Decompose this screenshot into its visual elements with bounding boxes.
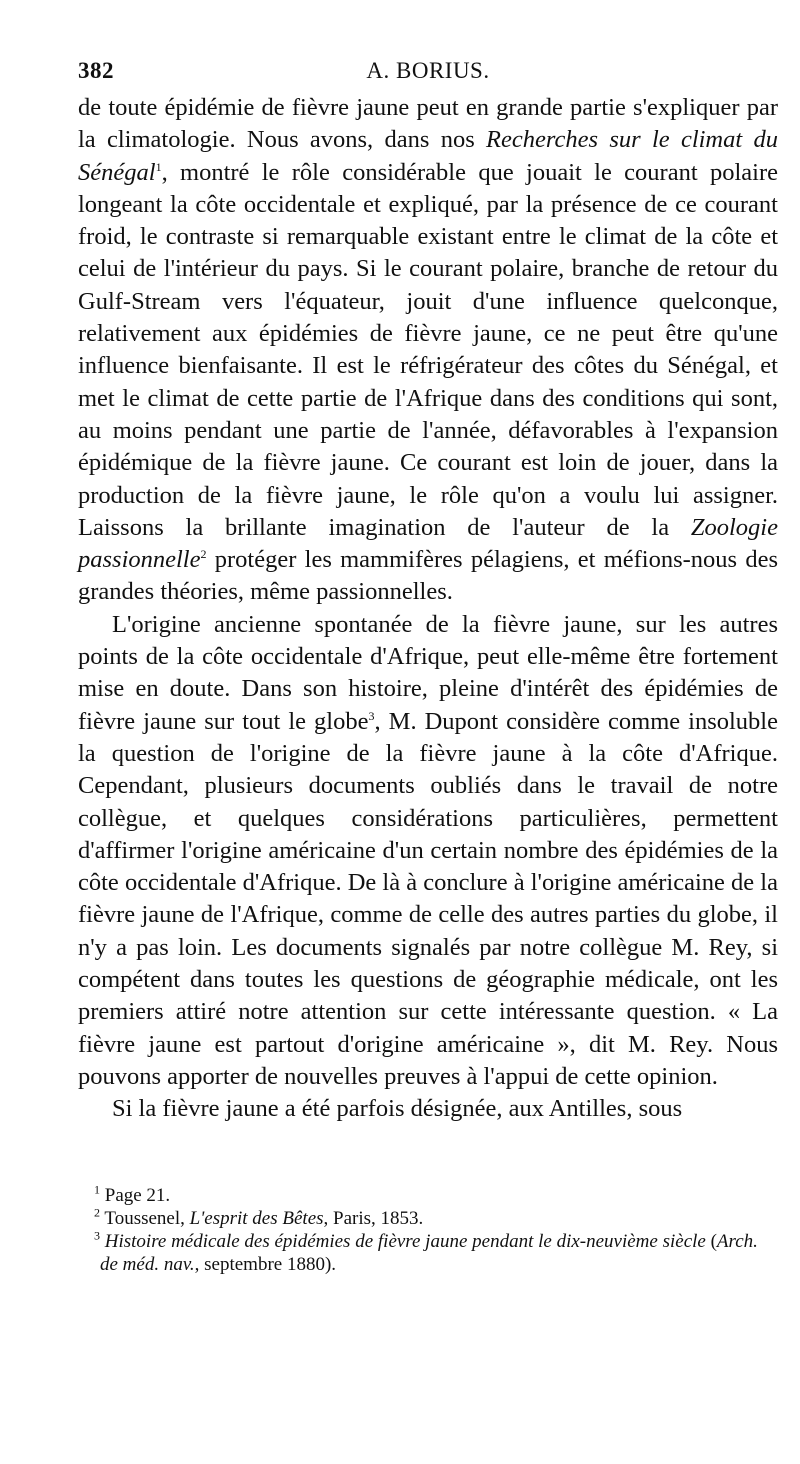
- footnote-text: (: [705, 1230, 717, 1252]
- running-header: [78, 52, 778, 92]
- footnote: [78, 1230, 778, 1276]
- body-text: [78, 92, 778, 1126]
- paragraph: [78, 92, 778, 609]
- journal-title: Arch. de méd. nav.: [100, 1230, 758, 1275]
- book-title: Histoire médicale des épidémies de fièvre jaune pendant le dix-neuvième siècle: [104, 1230, 706, 1252]
- text-run: de toute épidémie de fièvre jaune peut en grande partie s'expliquer par la climatologie. Nous avons, dans nos: [78, 94, 778, 154]
- text-run: , montré le rôle considérable que jouait le courant polaire longeant la côte occidentale et expliqué, par la présence de ce courant froid, le contraste si remarquable existant entre le climat de la côte et celui de l'intérieur du pays. Si le courant polaire, branche de retour du Gulf-Stream vers l'équateur, jouit d'une influence quelconque, relativement aux épidémies de fièvre jaune, ce ne peut être qu'une influence bienfaisante. Il est le réfrigérateur des côtes du Sénégal, et met le climat de cette partie de l'Afrique dans des conditions qui sont, au moins pendant une partie de l'année, défavorables à l'expansion épidémique de la fièvre jaune. Ce courant est loin de jouer, dans la production de la fièvre jaune, le rôle qu'on a voulu lui assigner. Laissons la brillante imagination de l'auteur de la: [78, 158, 778, 541]
- paragraph: [78, 1093, 778, 1125]
- footnote: [78, 1184, 778, 1207]
- footnote-reference: 1: [155, 159, 162, 174]
- footnote-mark: 1: [94, 1182, 100, 1197]
- text-run: , M. Dupont considère comme insoluble la question de l'origine de la fièvre jaune à la côte d'Afrique. Cependant, plusieurs documents oubliés dans le travail de notre collègue, et quelques considérations particulières, permettent d'affirmer l'origine américaine d'un certain nombre des épidémies de la côte occidentale d'Afrique. De là à conclure à l'origine américaine de la fièvre jaune de l'Afrique, comme de celle des autres parties du globe, il n'y a pas loin. Les documents signalés par notre collègue M. Rey, si compétent dans toutes les questions de géographie médicale, ont les premiers attiré notre attention sur cette intéressante question. « La fièvre jaune est partout d'origine américaine », dit M. Rey. Nous pouvons apporter de nouvelles preuves à l'appui de cette opinion.: [78, 707, 778, 1090]
- footnotes: [78, 1184, 778, 1276]
- footnote-mark: 3: [94, 1228, 100, 1243]
- footnote-mark: 2: [94, 1205, 100, 1220]
- text-run: protéger les mammifères pélagiens, et méfions-nous des grandes théories, même passionnelles.: [78, 546, 778, 606]
- book-title: L'esprit des Bêtes: [189, 1207, 324, 1229]
- page-number: 382: [78, 58, 114, 83]
- footnote-text: Page 21.: [104, 1184, 171, 1206]
- footnote-text: , septembre 1880).: [194, 1253, 337, 1275]
- footnote-text: Toussenel,: [104, 1207, 190, 1229]
- running-title: A. BORIUS.: [366, 58, 490, 83]
- paragraph: [78, 609, 778, 1093]
- footnote-reference: 2: [200, 547, 207, 561]
- book-title: Zoologie passionnelle: [78, 513, 778, 574]
- document-page: [78, 52, 778, 1276]
- text-run: L'origine ancienne spontanée de la fièvre jaune, sur les autres points de la côte occidentale d'Afrique, peut elle-même être fortement mise en doute. Dans son histoire, pleine d'intérêt des épidémies de fièvre jaune sur tout le globe: [78, 610, 778, 735]
- footnote-reference: 3: [368, 708, 375, 723]
- footnote-text: , Paris, 1853.: [323, 1207, 424, 1229]
- footnote: [78, 1207, 778, 1230]
- book-title: Recherches sur le climat du Sénégal: [78, 126, 778, 186]
- text-run: Si la fièvre jaune a été parfois désignée, aux Antilles, sous: [112, 1095, 683, 1123]
